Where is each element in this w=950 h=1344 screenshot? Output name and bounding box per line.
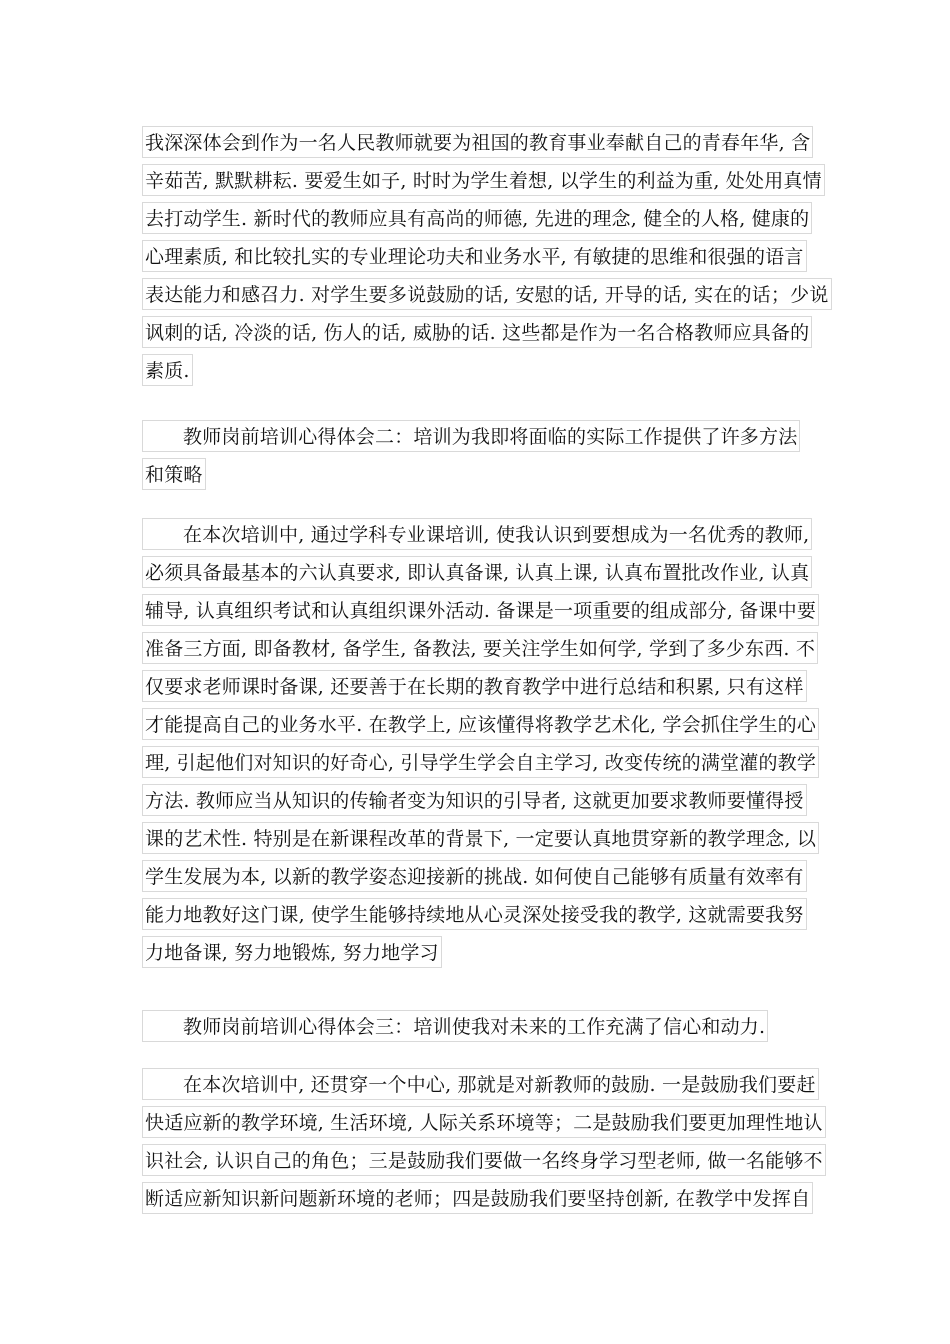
text-line: 准备三方面, 即备教材, 备学生, 备教法, 要关注学生如何学, 学到了多少东西. 不 xyxy=(142,628,819,666)
text-line: 在本次培训中, 通过学科专业课培训, 使我认识到要想成为一名优秀的教师, xyxy=(142,514,819,552)
text-line: 我深深体会到作为一名人民教师就要为祖国的教育事业奉献自己的青春年华, 含 xyxy=(142,122,832,160)
text-line: 课的艺术性. 特别是在新课程改革的背景下, 一定要认真地贯穿新的教学理念, 以 xyxy=(142,818,819,856)
text-line: 仅要求老师课时备课, 还要善于在长期的教育教学中进行总结和积累, 只有这样 xyxy=(142,666,819,704)
text-line: 表达能力和感召力. 对学生要多说鼓励的话, 安慰的话, 开导的话, 实在的话；少说 xyxy=(142,274,832,312)
text-line: 方法. 教师应当从知识的传输者变为知识的引导者, 这就更加要求教师要懂得授 xyxy=(142,780,819,818)
text-line: 辅导, 认真组织考试和认真组织课外活动. 备课是一项重要的组成部分, 备课中要 xyxy=(142,590,819,628)
text-line: 心理素质, 和比较扎实的专业理论功夫和业务水平, 有敏捷的思维和很强的语言 xyxy=(142,236,832,274)
text-line: 在本次培训中, 还贯穿一个中心, 那就是对新教师的鼓励. 一是鼓励我们要赶 xyxy=(142,1064,826,1102)
text-line: 能力地教好这门课, 使学生能够持续地从心灵深处接受我的教学, 这就需要我努 xyxy=(142,894,819,932)
text-line: 才能提高自己的业务水平. 在教学上, 应该懂得将教学艺术化, 学会抓住学生的心 xyxy=(142,704,819,742)
paragraph-2 xyxy=(142,514,819,970)
section-heading-3 xyxy=(142,1006,768,1044)
text-line: 讽刺的话, 冷淡的话, 伤人的话, 威胁的话. 这些都是作为一名合格教师应具备的 xyxy=(142,312,832,350)
text-line: 力地备课, 努力地锻炼, 努力地学习 xyxy=(142,932,819,970)
text-line: 去打动学生. 新时代的教师应具有高尚的师德, 先进的理念, 健全的人格, 健康的 xyxy=(142,198,832,236)
text-line: 断适应新知识新问题新环境的老师；四是鼓励我们要坚持创新, 在教学中发挥自 xyxy=(142,1178,826,1216)
text-line: 教师岗前培训心得体会二：培训为我即将面临的实际工作提供了许多方法 xyxy=(142,416,800,454)
text-line: 辛茹苦, 默默耕耘. 要爱生如子, 时时为学生着想, 以学生的利益为重, 处处用真情 xyxy=(142,160,832,198)
text-line: 素质. xyxy=(142,350,832,388)
text-line: 快适应新的教学环境, 生活环境, 人际关系环境等；二是鼓励我们要更加理性地认 xyxy=(142,1102,826,1140)
text-line: 教师岗前培训心得体会三：培训使我对未来的工作充满了信心和动力. xyxy=(142,1006,768,1044)
text-line: 识社会, 认识自己的角色；三是鼓励我们要做一名终身学习型老师, 做一名能够不 xyxy=(142,1140,826,1178)
paragraph-3 xyxy=(142,1064,826,1216)
section-heading-2 xyxy=(142,416,800,492)
text-line: 和策略 xyxy=(142,454,800,492)
text-line: 必须具备最基本的六认真要求, 即认真备课, 认真上课, 认真布置批改作业, 认真 xyxy=(142,552,819,590)
paragraph-1 xyxy=(142,122,832,388)
text-line: 理, 引起他们对知识的好奇心, 引导学生学会自主学习, 改变传统的满堂灌的教学 xyxy=(142,742,819,780)
text-line: 学生发展为本, 以新的教学姿态迎接新的挑战. 如何使自己能够有质量有效率有 xyxy=(142,856,819,894)
